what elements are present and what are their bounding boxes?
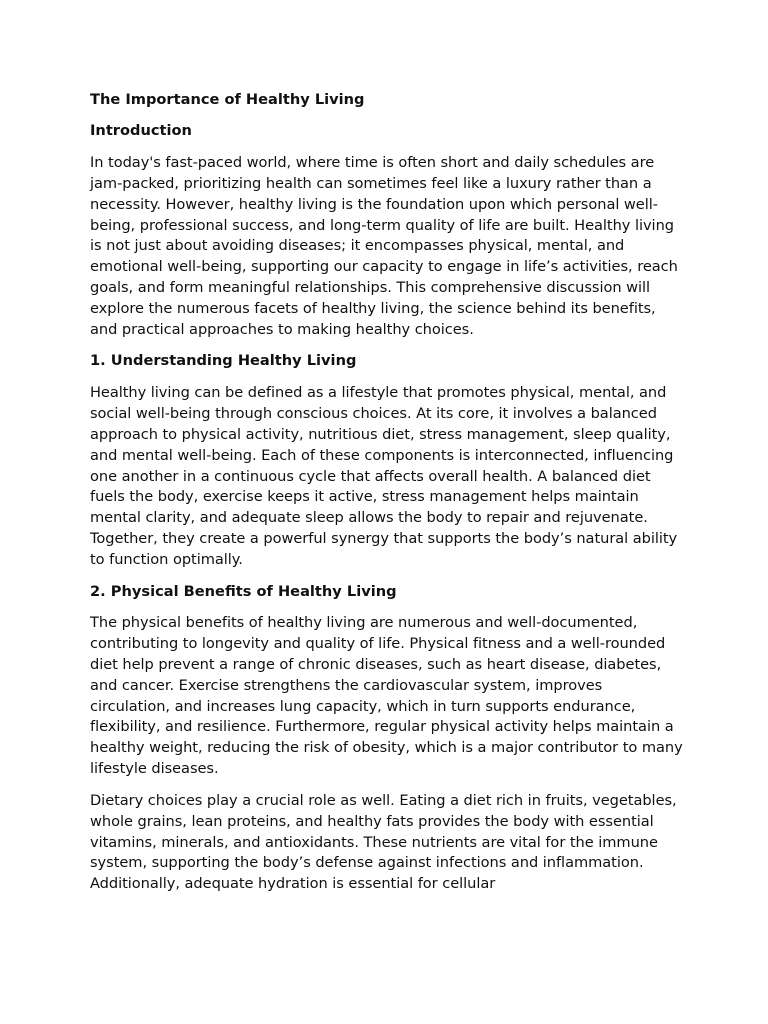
document-page <box>90 88 686 906</box>
physical-benefits-paragraph-2: Dietary choices play a crucial role as well. Eating a diet rich in fruits, vegetables, whole grains, lean proteins, and healthy fats provides the body with essential vitamins, minerals, and antioxidants. These nutrients are vital for the immune system, supporting the body’s defense against infections and inflammation. Additionally, adequate hydration is essential for cellular <box>90 791 677 893</box>
section-heading-understanding: 1. Understanding Healthy Living <box>90 352 357 370</box>
introduction-paragraph: In today's fast-paced world, where time is often short and daily schedules are jam-packed, prioritizing health can sometimes feel like a luxury rather than a necessity. However, healthy living is the foundation upon which personal well-being, professional success, and long-term quality of life are built. Healthy living is not just about avoiding diseases; it encompasses physical, mental, and emotional well-being, supporting our capacity to engage in life’s activities, reach goals, and form meaningful relationships. This comprehensive discussion will explore the numerous facets of healthy living, the science behind its benefits, and practical approaches to making healthy choices. <box>90 153 678 339</box>
document-title: The Importance of Healthy Living <box>90 91 365 108</box>
physical-benefits-paragraph-1: The physical benefits of healthy living are numerous and well-documented, contributing to longevity and quality of life. Physical fitness and a well-rounded diet help prevent a range of chronic diseases, such as heart disease, diabetes, and cancer. Exercise strengthens the cardiovascular system, improves circulation, and increases lung capacity, which in turn supports endurance, flexibility, and resilience. Furthermore, regular physical activity helps maintain a healthy weight, reducing the risk of obesity, which is a major contributor to many lifestyle diseases. <box>90 613 683 778</box>
section-heading-physical-benefits: 2. Physical Benefits of Healthy Living <box>90 582 397 600</box>
understanding-paragraph: Healthy living can be defined as a lifestyle that promotes physical, mental, and social well-being through conscious choices. At its core, it involves a balanced approach to physical activity, nutritious diet, stress management, sleep quality, and mental well-being. Each of these components is interconnected, influencing one another in a continuous cycle that affects overall health. A balanced diet fuels the body, exercise keeps it active, stress management helps maintain mental clarity, and adequate sleep allows the body to repair and rejuvenate. Together, they create a powerful synergy that supports the body’s natural ability to function optimally. <box>90 383 678 569</box>
section-heading-introduction: Introduction <box>90 122 192 140</box>
